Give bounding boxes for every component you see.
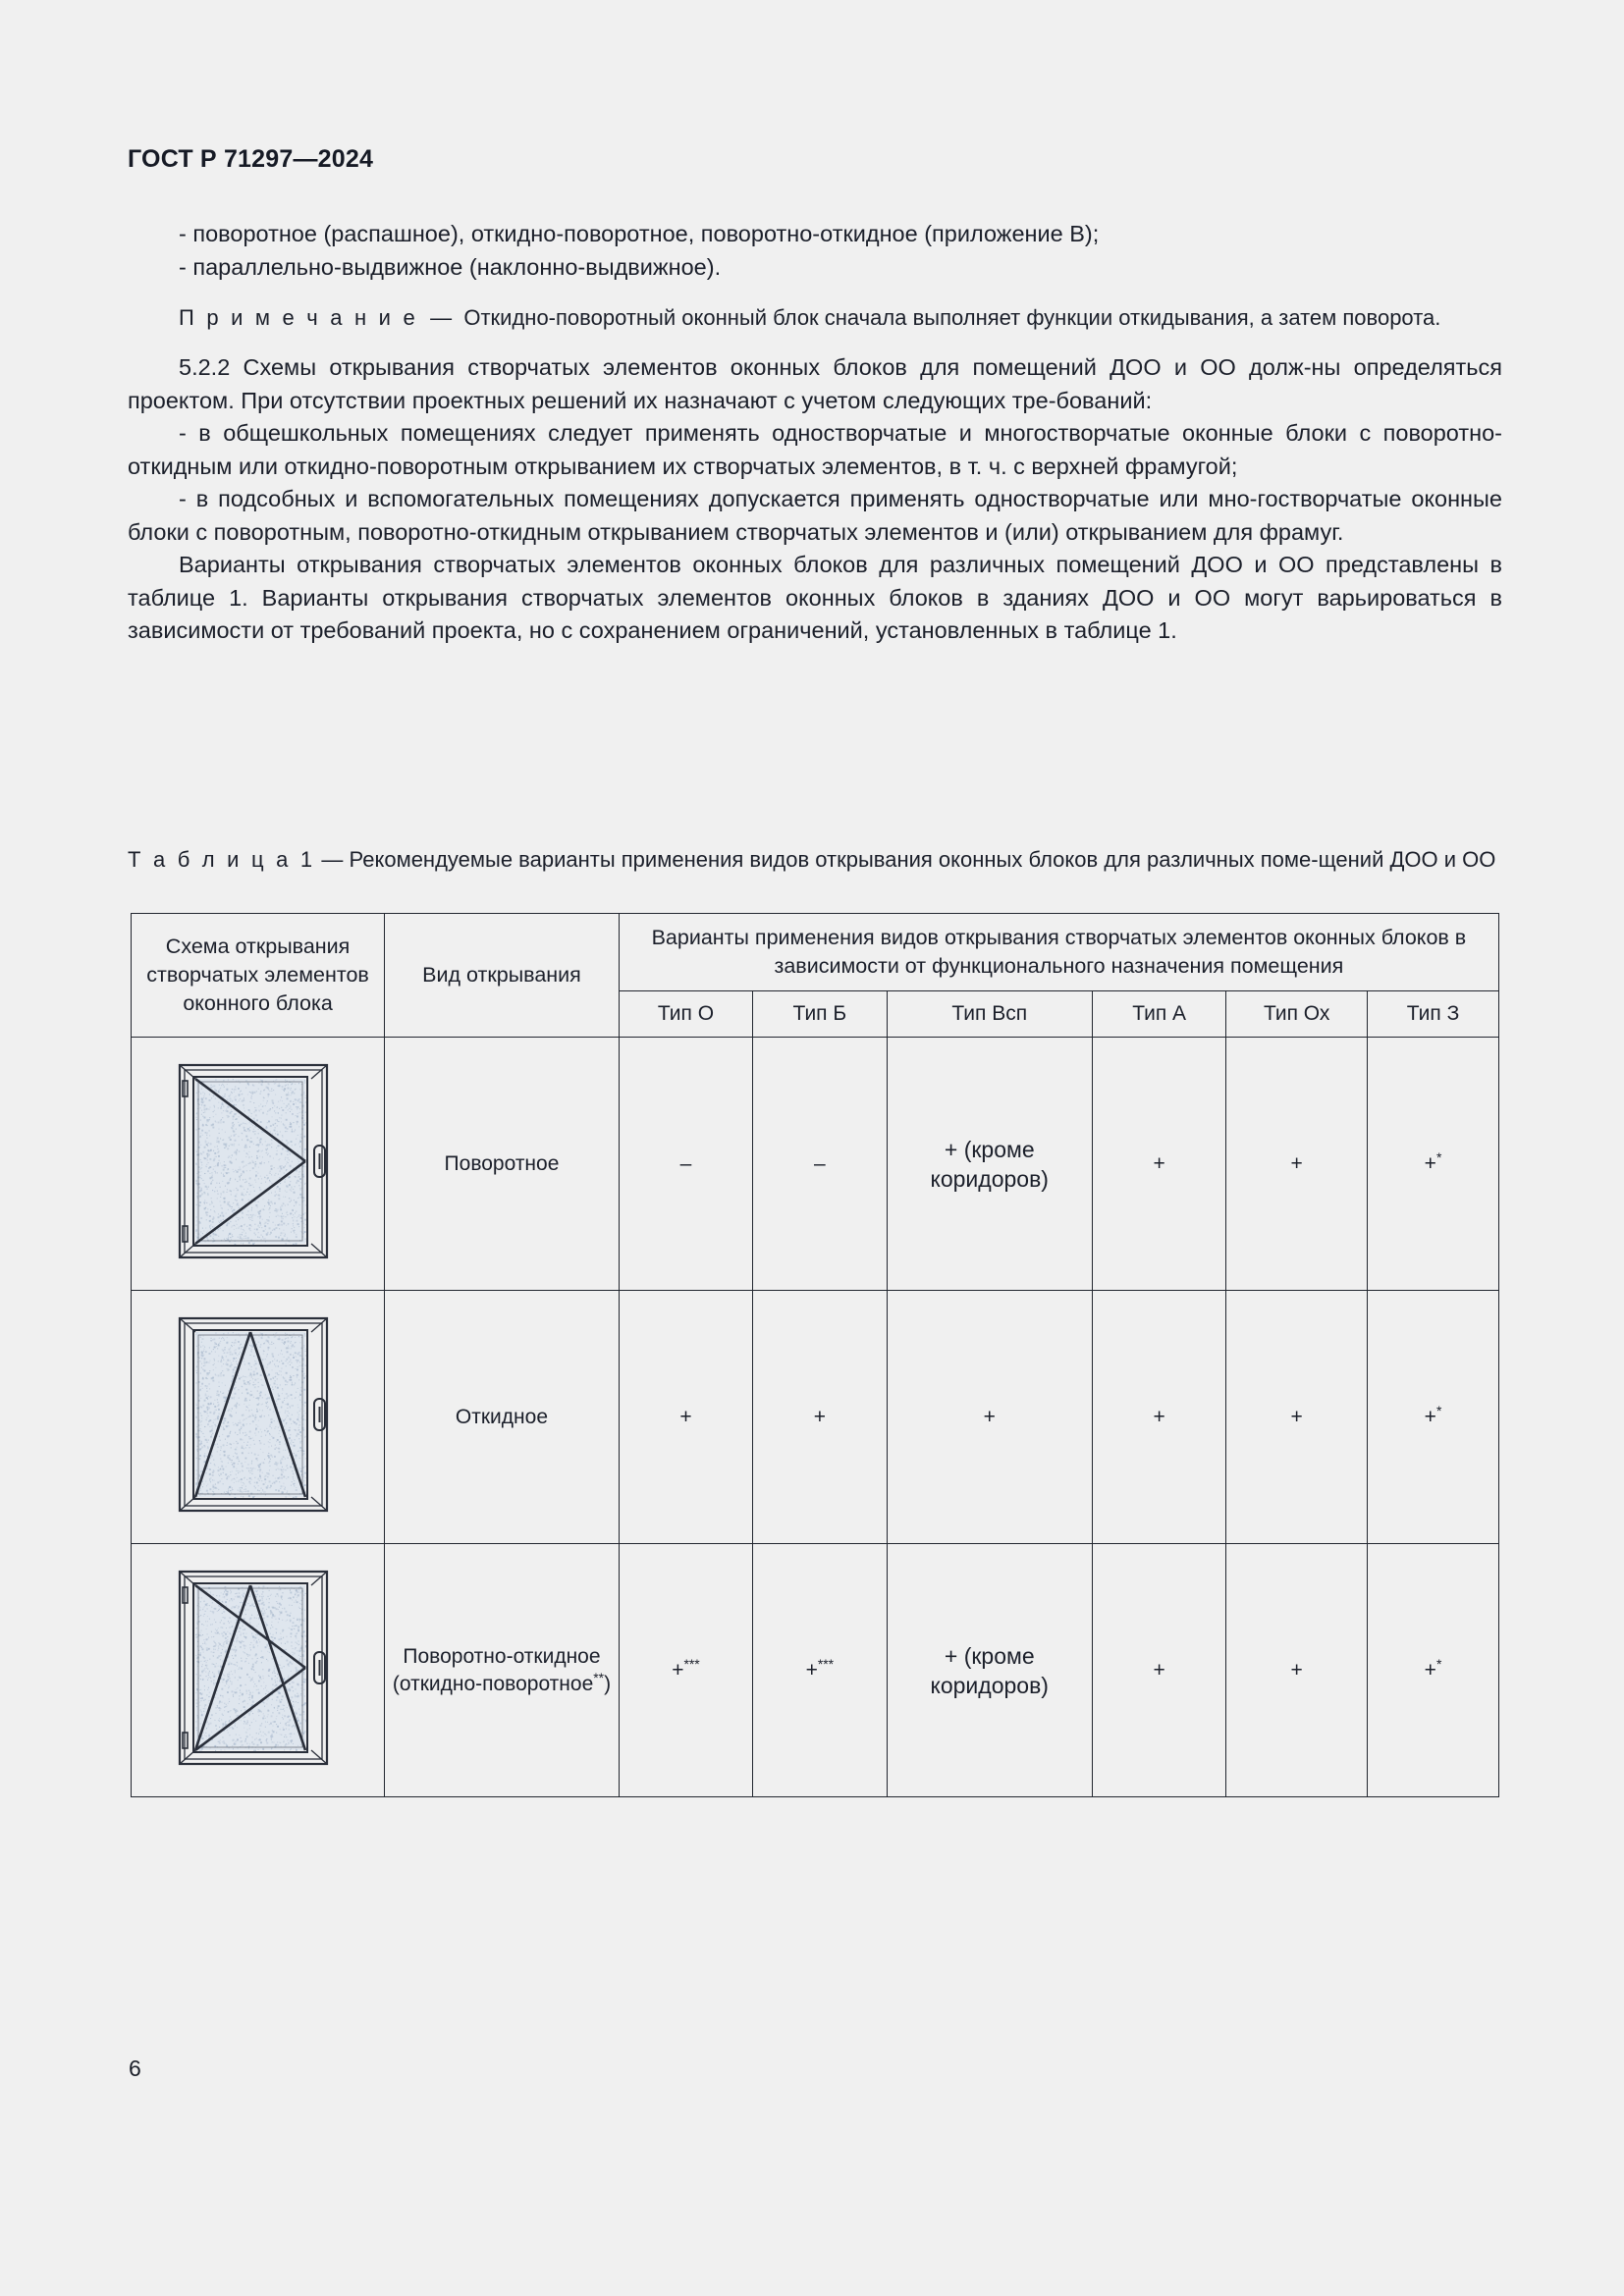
variant-footnote-marker: *: [1435, 1402, 1442, 1418]
variant-mark: +: [679, 1405, 692, 1428]
variant-mark: +: [1290, 1658, 1303, 1682]
variant-cell: [619, 1544, 752, 1797]
header-scheme: Схема открывания створчатых элементов оконного блока: [132, 914, 385, 1038]
header-type-vsp: Тип Всп: [887, 991, 1092, 1038]
variant-cell: [887, 1544, 1092, 1797]
variant-cell: [1368, 1544, 1499, 1797]
variant-cell: [619, 1291, 752, 1544]
variant-footnote-marker: ***: [683, 1655, 700, 1672]
variant-cell: [1368, 1038, 1499, 1291]
kind-footnote-marker: **: [593, 1669, 605, 1685]
table-1: [131, 913, 1499, 1797]
header-type-b: Тип Б: [753, 991, 887, 1038]
kind-cell: [385, 1544, 620, 1797]
paragraph-variants: Варианты открывания створчатых элементов оконных блоков для различных помещений ДОО и ОО представлены в таблице 1. Варианты открывания створчатых элементов оконных блоков в зданиях ДОО и ОО могут варьироваться в зависимости от требований проекта, но с сохранением ограничений, установленных в таблице 1.: [128, 552, 1502, 643]
kind-cell: [385, 1291, 620, 1544]
scheme-cell: [132, 1038, 385, 1291]
table-caption-dash: —: [321, 847, 344, 872]
variant-mark: +: [1153, 1151, 1165, 1175]
table-caption: [128, 844, 1502, 875]
table-row: [132, 1038, 1499, 1291]
variant-line-2: коридоров): [930, 1165, 1049, 1192]
table-header-row-1: [132, 914, 1499, 991]
header-type-oh: Тип Ох: [1226, 991, 1368, 1038]
variant-mark: +: [805, 1658, 818, 1682]
variant-footnote-marker: *: [1435, 1655, 1442, 1672]
variant-mark: +: [1290, 1151, 1303, 1175]
kind-label: Поворотное: [444, 1151, 560, 1175]
note-label: П р и м е ч а н и е: [179, 305, 418, 330]
variant-cell: [1092, 1544, 1225, 1797]
variant-mark: +: [1153, 1405, 1165, 1428]
variant-mark: +: [1424, 1151, 1436, 1175]
variant-cell: [753, 1544, 887, 1797]
bullet-item-2: - параллельно-выдвижное (наклонно-выдвижное).: [179, 253, 722, 280]
table-row: [132, 1544, 1499, 1797]
scheme-cell: [132, 1291, 385, 1544]
bullet-item-4: - в подсобных и вспомогательных помещениях допускается применять одностворчатые или мно-гостворчатые оконные блоки с поворотным, поворотно-откидным открыванием створчатых элементов и (или) открыванием для фрамуг.: [128, 486, 1502, 545]
header-kind: Вид открывания: [385, 914, 620, 1038]
variant-cell: [1226, 1544, 1368, 1797]
scheme-cell: [132, 1544, 385, 1797]
table-caption-label: Т а б л и ц а 1: [128, 847, 316, 872]
variant-footnote-marker: *: [1435, 1148, 1442, 1165]
standard-header: ГОСТ Р 71297—2024: [128, 145, 374, 173]
bullet-item-3: - в общешкольных помещениях следует применять одностворчатые и многостворчатые оконные блоки с поворотно-откидным или откидно-поворотным открыванием их створчатых элементов, в т. ч. с верхней фрамугой;: [128, 420, 1502, 479]
table-caption-text: Рекомендуемые варианты применения видов открывания оконных блоков для различных поме-щений ДОО и ОО: [349, 847, 1496, 872]
variant-line-2: коридоров): [930, 1672, 1049, 1698]
kind-cell: [385, 1038, 620, 1291]
body-text: [128, 218, 1502, 648]
variant-cell: [1092, 1038, 1225, 1291]
variant-mark: +: [672, 1658, 684, 1682]
window-turn-icon: [137, 1041, 378, 1286]
variant-cell: [1092, 1291, 1225, 1544]
note-paragraph: [128, 301, 1502, 334]
header-type-o: Тип О: [619, 991, 752, 1038]
kind-label: Поворотно-откидное: [403, 1644, 601, 1668]
variant-line-1: + (кроме: [944, 1642, 1035, 1669]
variant-mark: +: [983, 1405, 996, 1428]
kind-label: Откидное: [455, 1405, 549, 1428]
window-tilt-icon: [137, 1295, 378, 1539]
variant-cell: [753, 1291, 887, 1544]
header-type-a: Тип А: [1092, 991, 1225, 1038]
header-type-z: Тип З: [1368, 991, 1499, 1038]
variant-mark: +: [813, 1405, 826, 1428]
kind-label-alt: (откидно-поворотное**): [392, 1669, 612, 1695]
variant-mark: +: [1424, 1658, 1436, 1682]
note-dash: —: [430, 305, 453, 330]
bullet-item-1: - поворотное (распашное), откидно-поворотное, поворотно-откидное (приложение В);: [179, 221, 1100, 246]
variant-mark: +: [1153, 1658, 1165, 1682]
variant-cell: [1226, 1038, 1368, 1291]
variant-mark: +: [1424, 1405, 1436, 1428]
variant-cell: [887, 1038, 1092, 1291]
variant-mark: +: [1290, 1405, 1303, 1428]
header-variants-group: Варианты применения видов открывания створчатых элементов оконных блоков в зависимости от функционального назначения помещения: [619, 914, 1498, 991]
table-row: [132, 1291, 1499, 1544]
variant-cell: [753, 1038, 887, 1291]
variant-cell: [1226, 1291, 1368, 1544]
variant-mark: –: [679, 1151, 692, 1175]
note-text: Откидно-поворотный оконный блок сначала выполняет функции откидывания, а затем поворота.: [463, 305, 1441, 330]
window-turn-tilt-icon: [137, 1548, 378, 1792]
table-1-wrapper: [131, 913, 1499, 1797]
table-body: [132, 1038, 1499, 1797]
variant-mark: –: [814, 1151, 826, 1175]
variant-cell: [1368, 1291, 1499, 1544]
page-number: 6: [129, 2056, 141, 2081]
clause-5-2-2: 5.2.2 Схемы открывания створчатых элементов оконных блоков для помещений ДОО и ОО долж-ны определяться проектом. При отсутствии проектных решений их назначают с учетом следующих тре-бований:: [128, 354, 1502, 413]
variant-footnote-marker: ***: [817, 1655, 835, 1672]
variant-cell: [619, 1038, 752, 1291]
variant-cell: [887, 1291, 1092, 1544]
variant-line-1: + (кроме: [944, 1136, 1035, 1162]
